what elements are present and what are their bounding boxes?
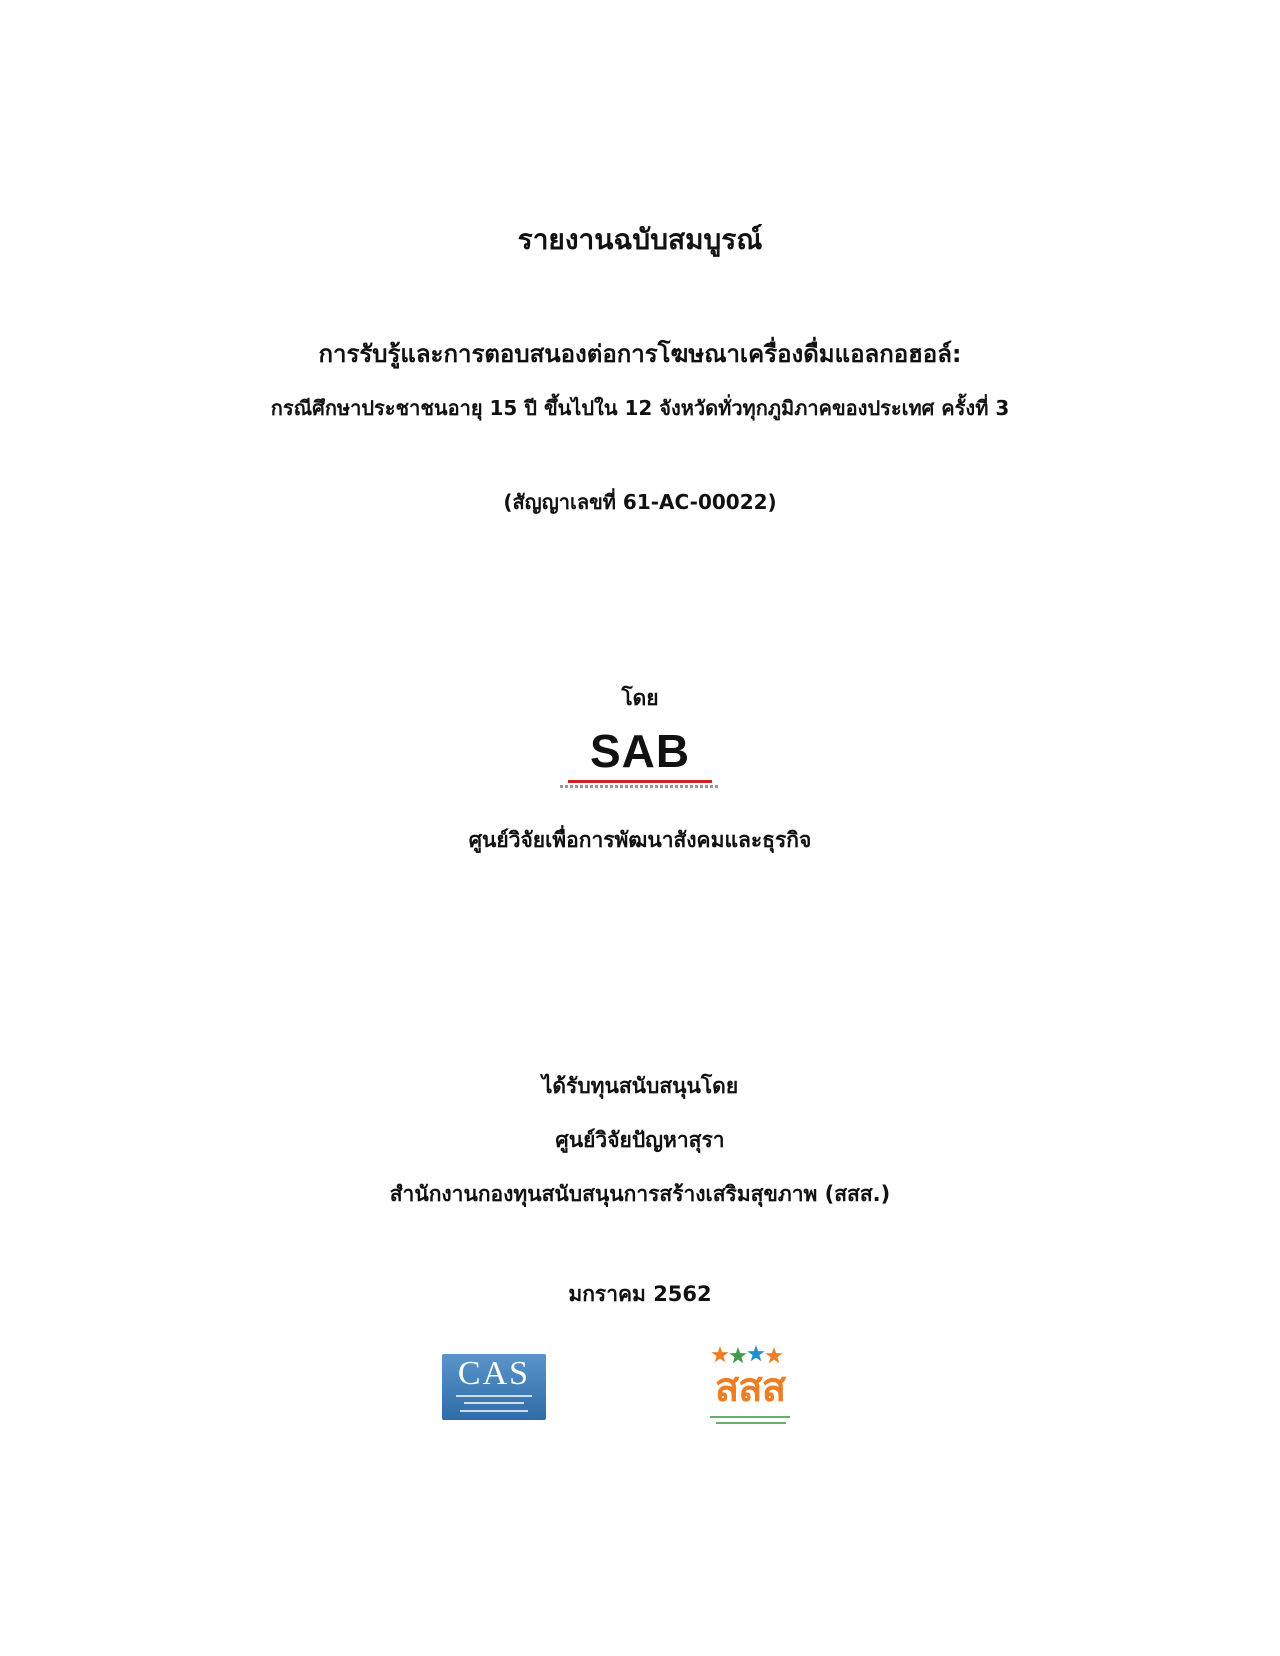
report-subtitle: กรณีศึกษาประชาชนอายุ 15 ปี ขึ้นไปใน 12 จังหวัดทั่วทุกภูมิภาคของประเทศ ครั้งที่ 3 [270,396,1010,420]
cas-logo [442,1354,546,1420]
star-icon [729,1347,746,1363]
thaihealth-logo [704,1344,796,1434]
sab-wordmark: SAB [589,725,691,777]
by-label: โดย [621,686,659,710]
report-type-heading: รายงานฉบับสมบูรณ์ [517,223,763,256]
cas-caption-line [460,1410,528,1412]
star-icon [711,1346,728,1362]
sab-logo [560,726,720,790]
report-date: มกราคม 2562 [568,1282,712,1306]
thaihealth-wordmark: สสส [714,1365,786,1411]
funded-by-label: ได้รับทุนสนับสนุนโดย [541,1074,739,1098]
thaihealth-caption-line [710,1416,790,1418]
thaihealth-caption-line [716,1422,786,1424]
sab-underline [568,780,712,783]
cas-caption-line [464,1402,524,1404]
sab-tagline-fineprint [560,785,720,788]
contract-number: (สัญญาเลขที่ 61-AC-00022) [503,490,777,514]
star-figures-icon [708,1344,788,1366]
funding-office: สำนักงานกองทุนสนับสนุนการสร้างเสริมสุขภาพ (สสส.) [389,1182,891,1206]
report-title: การรับรู้และการตอบสนองต่อการโฆษณาเครื่องดื่มแอลกอฮอล์: [318,340,962,368]
star-icon [747,1345,764,1361]
organization-name: ศูนย์วิจัยเพื่อการพัฒนาสังคมและธุรกิจ [468,828,812,852]
star-icon [765,1347,782,1363]
funding-center: ศูนย์วิจัยปัญหาสุรา [555,1128,725,1152]
cas-caption-line [456,1395,532,1397]
cas-wordmark: CAS [457,1355,531,1392]
